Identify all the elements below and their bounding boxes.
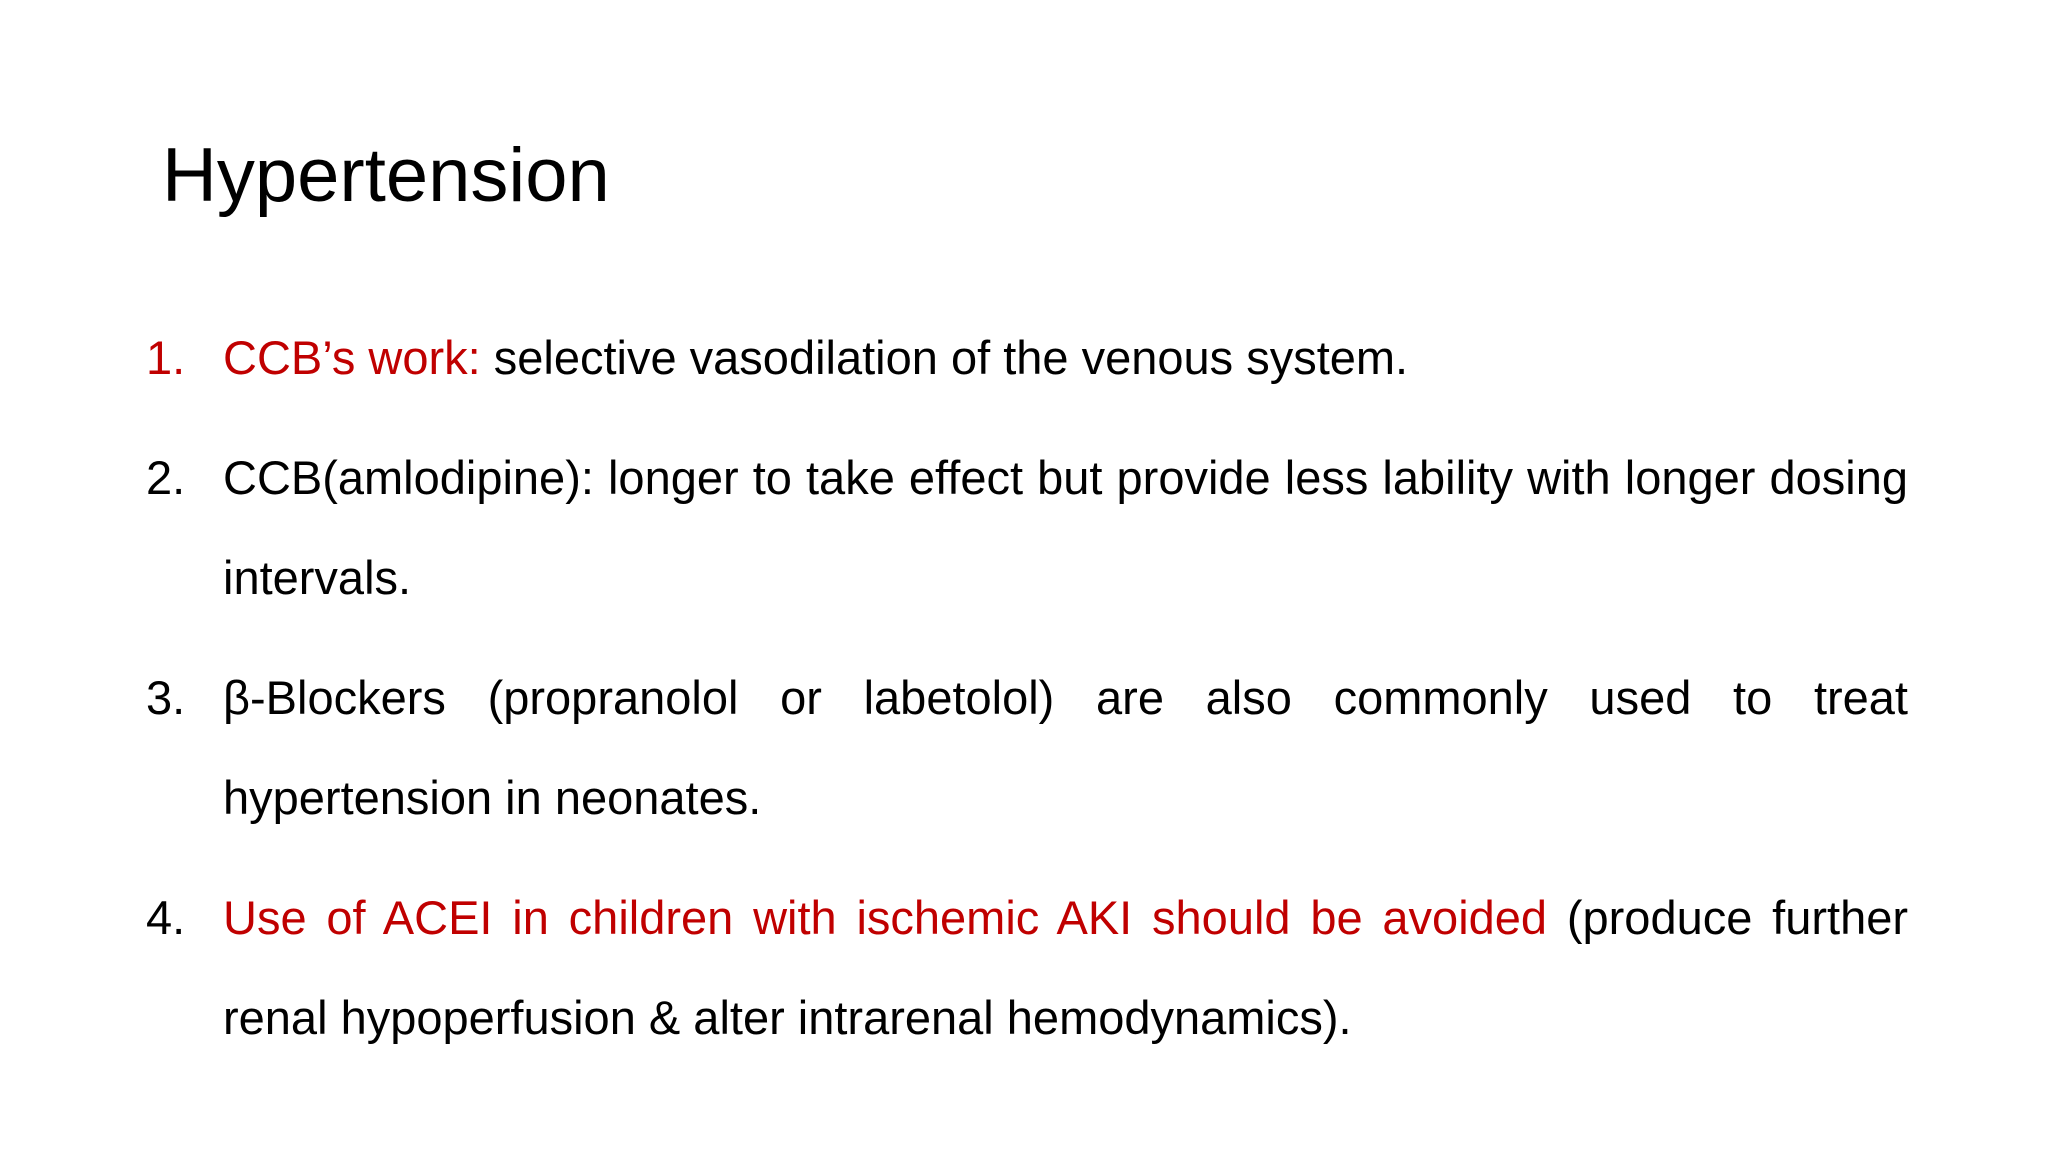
- item-text: (produce further renal hypoperfusion & alter intrarenal hemodynamics).: [223, 891, 1909, 1044]
- item-text: CCB(amlodipine): longer to take effect but provide less lability with longer dosing intervals.: [223, 451, 1908, 604]
- item-number: 2.: [146, 451, 186, 504]
- list-item: [146, 648, 1908, 848]
- item-highlight: Use of ACEI in children with ischemic AKI should be avoided: [223, 891, 1548, 944]
- item-number: 4.: [146, 891, 186, 944]
- list-item: [146, 428, 1908, 628]
- list-item: [146, 868, 1908, 1068]
- slide-title: Hypertension: [162, 133, 610, 218]
- item-text: β-Blockers (propranolol or labetolol) are also commonly used to treat hypertension in neonates.: [223, 671, 1908, 824]
- bullet-list: [146, 308, 1908, 1088]
- list-item: [146, 308, 1908, 408]
- item-number: 1.: [146, 331, 186, 384]
- item-number: 3.: [146, 671, 186, 724]
- item-text: selective vasodilation of the venous system.: [480, 331, 1409, 384]
- item-highlight: CCB’s work:: [223, 331, 481, 384]
